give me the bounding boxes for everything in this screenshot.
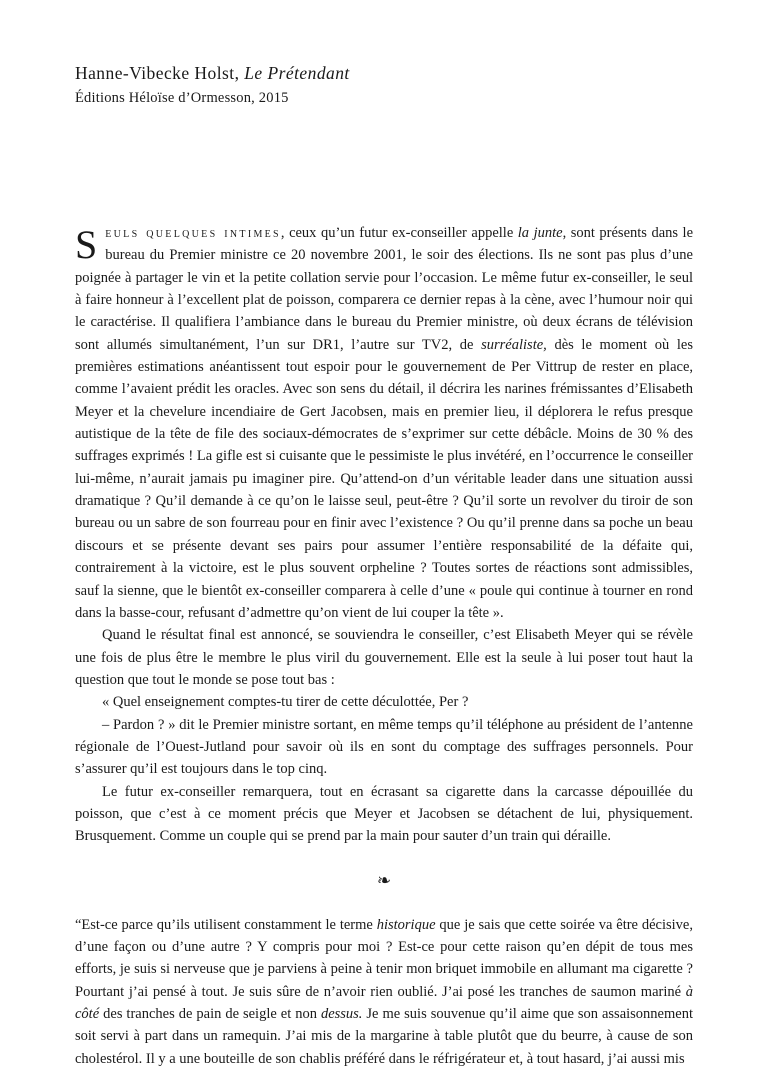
- paragraph-text: “Est-ce parce qu’ils utilisent constamment le terme: [75, 916, 377, 933]
- drop-cap: S: [75, 222, 98, 267]
- paragraph-text: Je me suis souvenue qu’il aime que son assaisonnement soit servi à part dans un ramequin. J’ai mis de la margarine à table plutôt que du beurre, à cause de son cholestérol. Il y a une bouteille de son chablis préféré dans le réfrigérateur et, à tout hasard, j’ai aussi mis: [75, 1006, 693, 1067]
- emphasis-a-cote: à côté: [75, 983, 693, 1022]
- lead-smallcaps: euls quelques intimes: [105, 225, 281, 241]
- paragraph-text: dès le moment où les premières estimations anéantissent tout espoir pour le gouvernement de Per Vittrup de rester en place, comme l’avaient prédit les oracles. Avec son sens du détail, il décrira les narines frémissantes d’Elisabeth Meyer et la chevelure incendiaire de Gert Jacobsen, mais en premier lieu, il déplorera le refus presque autistique de la tête de file des sociaux-démocrates de s’exprimer sur cette débâcle. Moins de 30 % des suffrages exprimés ! La gifle est si cuisante que le pessimiste le plus invétéré, en l’occurrence le conseiller lui-même, n’aurait jamais pu imaginer pire. Qu’attend-on d’un véritable leader dans une situation aussi dramatique ? Qu’il demande à ce qu’on le laisse seul, peut-être ? Qu’il sorte un revolver du tiroir de son bureau ou un sabre de son fourreau pour en finir avec l’existence ? Ou qu’il prenne dans sa poche un beau discours et se présente devant ses pairs pour assumer l’entière responsabilité de la défaite qui, contrairement à la victoire, est le plus souvent orpheline ? Toutes sortes de réactions sont admissibles, sauf la sienne, que le bientôt ex-conseiller comparera à celle d’une « poule qui continue à tourner en rond dans la basse-cour, refusant d’admettre qu’on vient de lui couper la tête ».: [75, 336, 693, 621]
- book-citation: [75, 62, 715, 84]
- paragraph-monologue: [75, 914, 693, 1070]
- dialogue-line: « Quel enseignement comptes-tu tirer de cette déculottée, Per ?: [102, 694, 469, 711]
- paragraph: Quand le résultat final est annoncé, se souviendra le conseiller, c’est Elisabeth Meyer qui se révèle une fois de plus être le membre le plus viril du gouvernement. Elle est la seule à lui poser tout haut la question que tout le monde se pose tout bas :: [75, 627, 693, 688]
- book-header: [75, 62, 715, 108]
- author-name: Hanne-Vibecke Holst,: [75, 63, 245, 83]
- paragraph-text: des tranches de pain de seigle et non: [99, 1006, 321, 1022]
- excerpt-text: [75, 222, 693, 1070]
- emphasis-surrealiste: surréaliste,: [481, 336, 547, 353]
- paragraph-text: , ceux qu’un futur ex-conseiller appelle: [280, 225, 518, 241]
- publisher-line: Éditions Héloïse d’Ormesson, 2015: [75, 90, 289, 106]
- paragraph-text: que je sais que cette soirée va être décisive, d’une façon ou d’une autre ? Y compris pour moi ? Est-ce pour cette raison qu’en dépit de tous mes efforts, je suis si nerveuse que je parviens à peine à tenir mon briquet immobile en allumant ma cigarette ? Pourtant j’ai pensé à tout. Je suis sûre de n’avoir rien oublié. J’ai posé les tranches de saumon mariné: [75, 916, 693, 1000]
- dialogue-line: – Pardon ? » dit le Premier ministre sortant, en même temps qu’il téléphone au président de l’antenne régionale de l’Ouest-Jutland pour savoir où ils en sont du comptage des suffrages personnels. Pour s’assurer qu’il est toujours dans le top cinq.: [75, 716, 693, 778]
- paragraph-opening: [75, 222, 693, 624]
- emphasis-historique: historique: [376, 916, 436, 933]
- paragraph: Le futur ex-conseiller remarquera, tout en écrasant sa cigarette dans la carcasse dépouillée du poisson, que c’est à ce moment précis que Meyer et Jacobsen se détachent de lui, physiquement. Brusquement. Comme un couple qui se prend par la main pour sauter d’un train qui déraille.: [75, 783, 693, 845]
- fleuron-ornament-icon: ❧: [376, 870, 392, 890]
- book-title: Le Prétendant: [244, 63, 350, 83]
- paragraph-text: , sont présents dans le bureau du Premier ministre ce 20 novembre 2001, le soir des élections. Ils ne sont pas plus d’une poignée à partager le vin et la petite collation servie pour l’occasion. Le même futur ex-conseiller, le seul à faire honneur à l’excellent plat de poisson, comparera ce dernier repas à la cène, avec l’humour noir qui le caractérise. Il qualifiera l’ambiance dans le bureau du Premier ministre, où deux écrans de télévision sont allumés simultanément, l’un sur DR1, l’autre sur TV2, de: [75, 225, 693, 353]
- emphasis-dessus: dessus.: [320, 1006, 363, 1022]
- emphasis-junte: la junte: [517, 225, 563, 241]
